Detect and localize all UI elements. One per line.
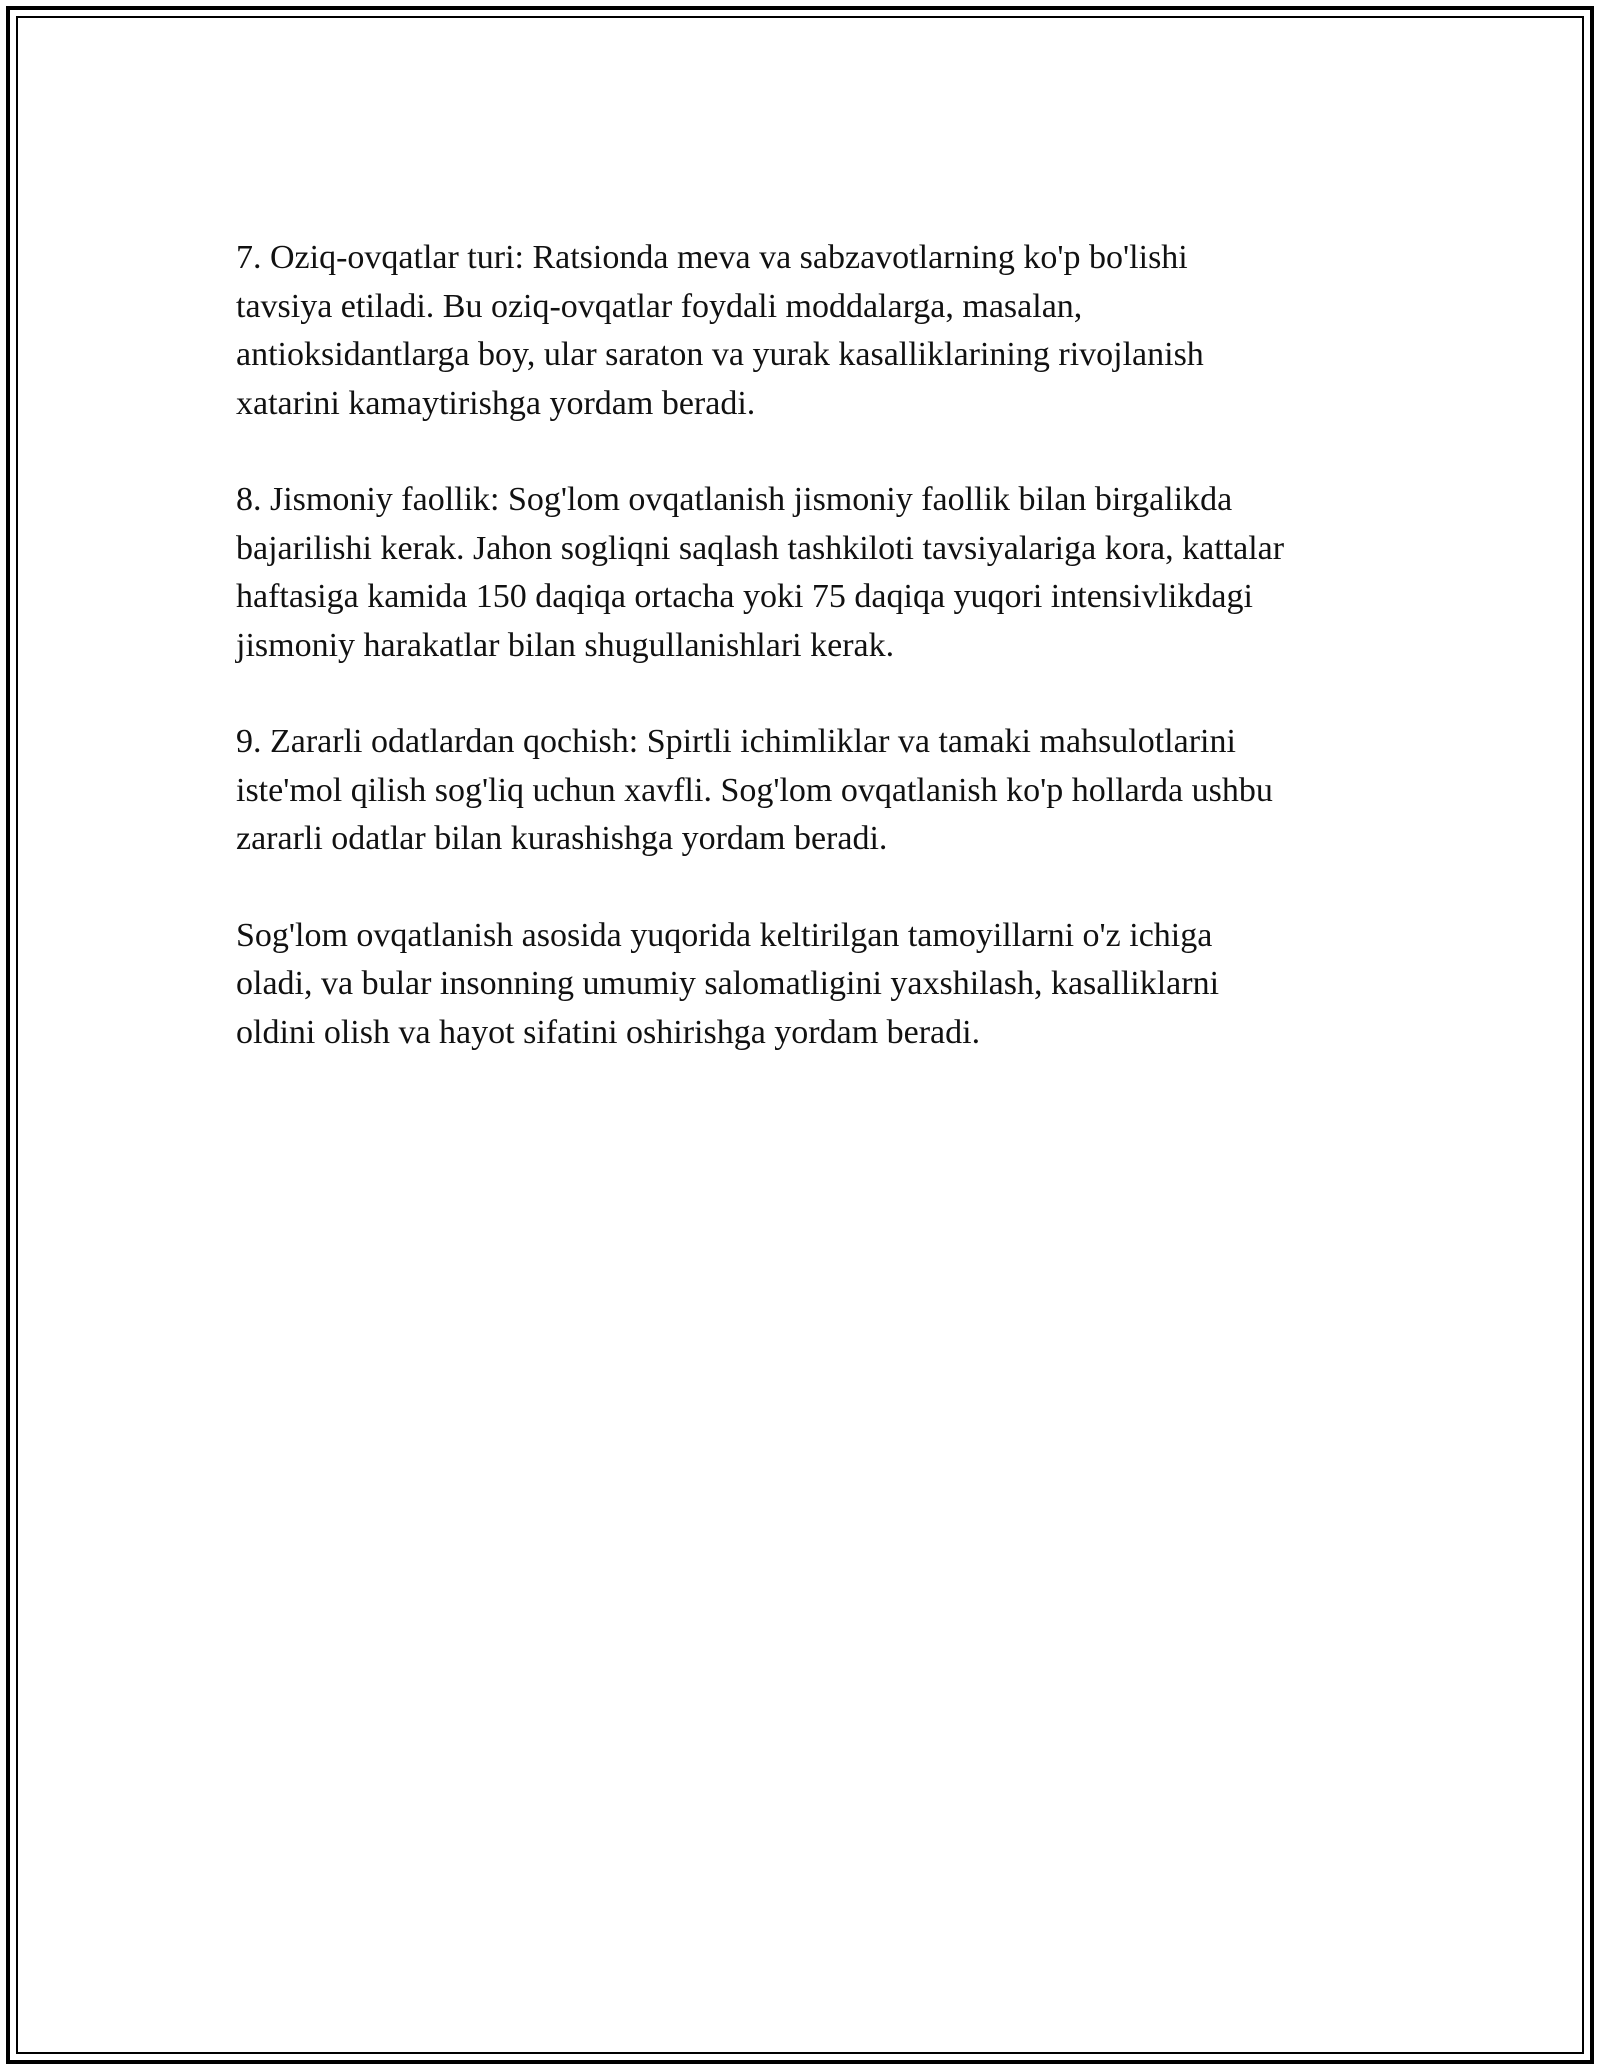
text-line: iste'mol qilish sog'liq uchun xavfli. Sog'lom ovqatlanish ko'p hollarda ushbu xyxy=(236,771,1273,809)
paragraph-harmful-habits xyxy=(236,718,1386,864)
paragraph-physical-activity xyxy=(236,476,1386,670)
text-line: Sog'lom ovqatlanish asosida yuqorida keltirilgan tamoyillarni o'z ichiga xyxy=(236,916,1213,954)
text-line: oldini olish va hayot sifatini oshirishga yordam beradi. xyxy=(236,1013,981,1051)
text-line: bajarilishi kerak. Jahon sogliqni saqlash tashkiloti tavsiyalariga kora, kattalar xyxy=(236,529,1285,567)
text-line: zararli odatlar bilan kurashishga yordam beradi. xyxy=(236,820,888,857)
paragraph-food-types xyxy=(236,234,1386,428)
text-line: 7. Oziq-ovqatlar turi: Ratsionda meva va sabzavotlarning ko'p bo'lishi xyxy=(236,239,1188,276)
text-line: tavsiya etiladi. Bu oziq-ovqatlar foydali moddalarga, masalan, xyxy=(236,287,1083,325)
text-line: xatarini kamaytirishga yordam beradi. xyxy=(236,384,756,422)
document-body xyxy=(236,234,1386,1105)
paragraph-conclusion xyxy=(236,912,1386,1058)
text-line: 9. Zararli odatlardan qochish: Spirtli ichimliklar va tamaki mahsulotlarini xyxy=(236,723,1236,760)
text-line: 8. Jismoniy faollik: Sog'lom ovqatlanish jismoniy faollik bilan birgalikda xyxy=(236,481,1233,518)
text-line: antioksidantlarga boy, ular saraton va yurak kasalliklarining rivojlanish xyxy=(236,336,1204,373)
text-line: haftasiga kamida 150 daqiqa ortacha yoki 75 daqiqa yuqori intensivlikdagi xyxy=(236,578,1253,615)
text-line: oladi, va bular insonning umumiy salomatligini yaxshilash, kasalliklarni xyxy=(236,965,1220,1002)
text-line: jismoniy harakatlar bilan shugullanishlari kerak. xyxy=(236,626,895,664)
